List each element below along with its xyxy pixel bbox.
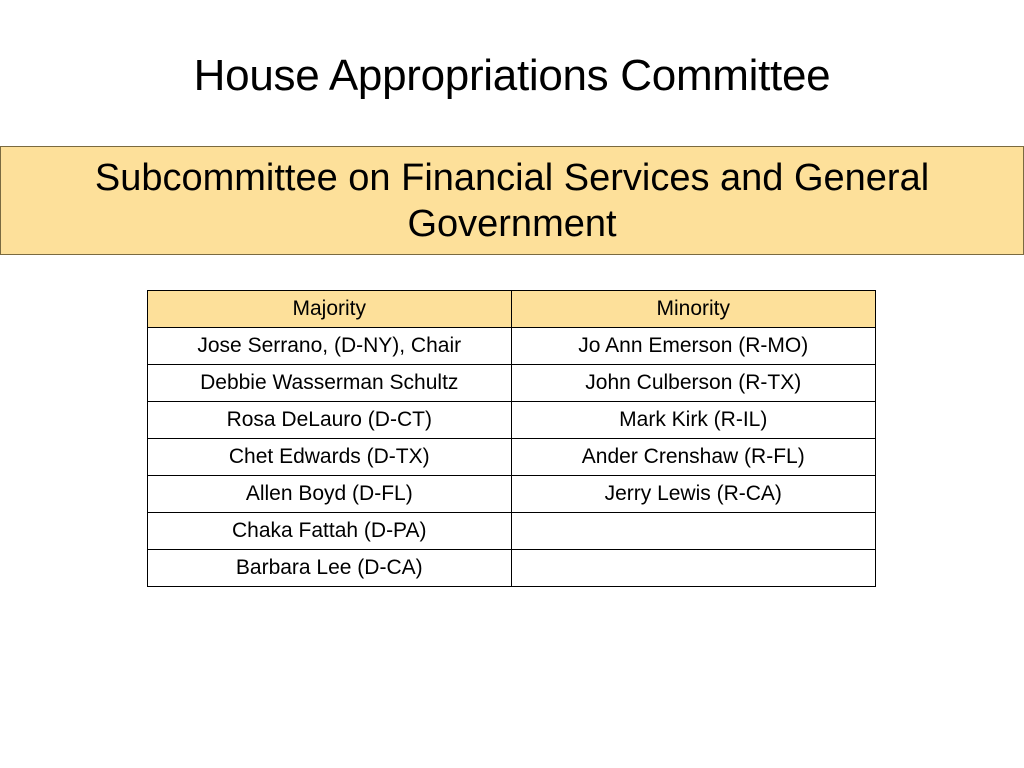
majority-member: Chet Edwards (D-TX) bbox=[148, 439, 512, 476]
table-row bbox=[148, 402, 876, 439]
subcommittee-name: Subcommittee on Financial Services and General Government bbox=[94, 156, 930, 245]
minority-member: Mark Kirk (R-IL) bbox=[511, 402, 875, 439]
slide-title: House Appropriations Committee bbox=[193, 51, 831, 100]
minority-member: John Culberson (R-TX) bbox=[511, 365, 875, 402]
minority-member-empty bbox=[511, 550, 875, 587]
minority-member: Ander Crenshaw (R-FL) bbox=[511, 439, 875, 476]
header-majority: Majority bbox=[148, 291, 512, 328]
majority-member: Chaka Fattah (D-PA) bbox=[148, 513, 512, 550]
table-row bbox=[148, 365, 876, 402]
majority-member: Jose Serrano, (D-NY), Chair bbox=[148, 328, 512, 365]
majority-member: Allen Boyd (D-FL) bbox=[148, 476, 512, 513]
table-row bbox=[148, 476, 876, 513]
minority-member: Jerry Lewis (R-CA) bbox=[511, 476, 875, 513]
table-row bbox=[148, 550, 876, 587]
majority-member: Barbara Lee (D-CA) bbox=[148, 550, 512, 587]
table-row bbox=[148, 328, 876, 365]
table-header-row bbox=[148, 291, 876, 328]
header-minority: Minority bbox=[511, 291, 875, 328]
subcommittee-banner bbox=[0, 146, 1024, 255]
majority-member: Debbie Wasserman Schultz bbox=[148, 365, 512, 402]
minority-member-empty bbox=[511, 513, 875, 550]
membership-table bbox=[147, 290, 876, 587]
majority-member: Rosa DeLauro (D-CT) bbox=[148, 402, 512, 439]
minority-member: Jo Ann Emerson (R-MO) bbox=[511, 328, 875, 365]
table-row bbox=[148, 513, 876, 550]
table-row bbox=[148, 439, 876, 476]
